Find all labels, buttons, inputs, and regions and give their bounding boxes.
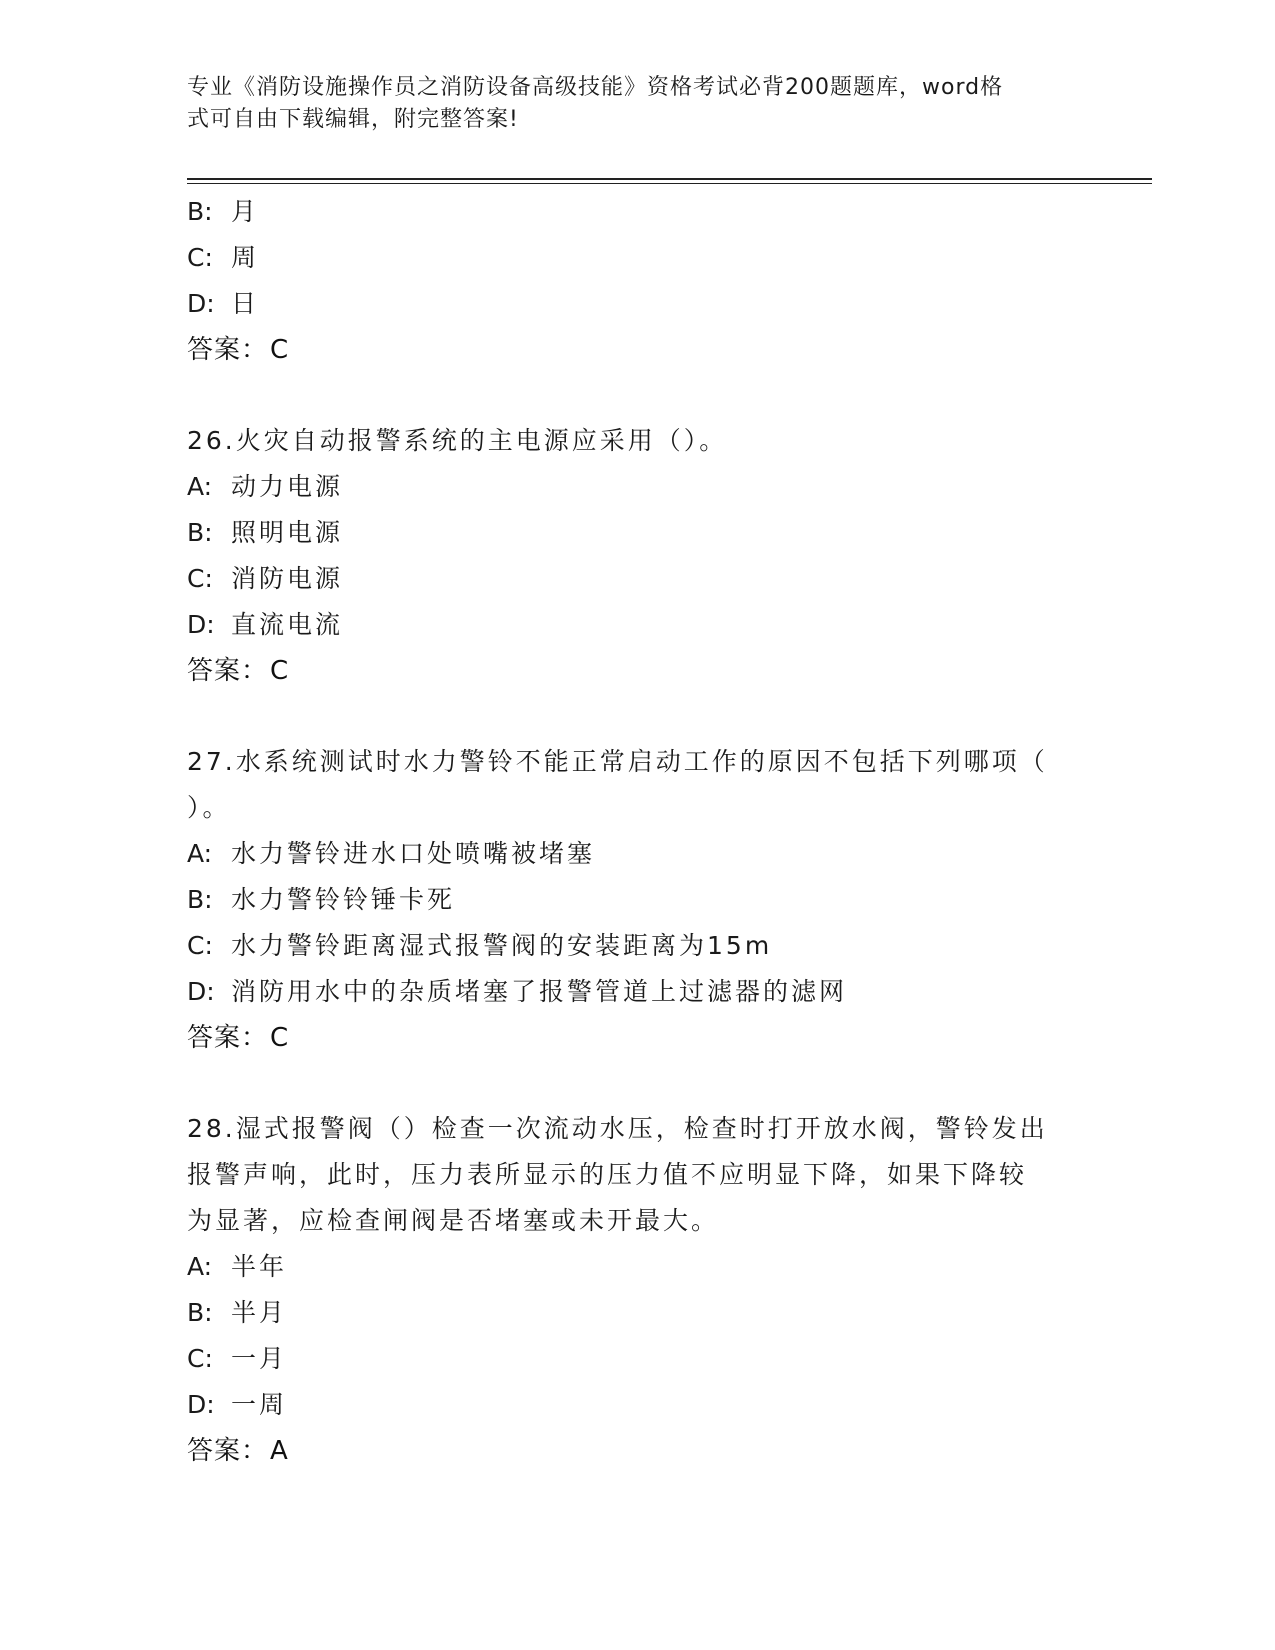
- option-row: [187, 602, 1087, 648]
- option-label: D:: [187, 289, 215, 318]
- question-stem-line: 27.水系统测试时水力警铃不能正常启动工作的原因不包括下列哪项（: [187, 747, 1048, 776]
- option-label: C:: [187, 564, 213, 593]
- spacer: [187, 694, 1087, 739]
- option-label: B:: [187, 197, 213, 226]
- header-divider-thin: [187, 183, 1152, 184]
- option-label: D:: [187, 1390, 215, 1419]
- question-stem: [187, 418, 1067, 464]
- option-row: [187, 189, 1087, 235]
- option-text: 月: [231, 197, 260, 226]
- option-row: [187, 923, 1087, 969]
- answer-row: [187, 1428, 1087, 1474]
- option-label: B:: [187, 1298, 213, 1327]
- option-label: A:: [187, 839, 213, 868]
- question-stem: [187, 739, 1067, 831]
- option-text: 一月: [231, 1344, 288, 1373]
- option-label: C:: [187, 931, 213, 960]
- option-text: 消防用水中的杂质堵塞了报警管道上过滤器的滤网: [231, 977, 848, 1006]
- option-text: 照明电源: [231, 518, 344, 547]
- answer-label: 答案：: [187, 1023, 269, 1053]
- option-label: D:: [187, 977, 215, 1006]
- option-text: 水力警铃距离湿式报警阀的安装距离为15m: [231, 931, 773, 960]
- option-text: 半月: [231, 1298, 288, 1327]
- option-label: A:: [187, 1252, 213, 1281]
- option-text: 水力警铃铃锤卡死: [231, 885, 456, 914]
- question-stem-line: 报警声响，此时，压力表所显示的压力值不应明显下降，如果下降较: [187, 1160, 1028, 1189]
- option-label: D:: [187, 610, 215, 639]
- question-stem-line: ）。: [187, 793, 231, 822]
- option-text: 水力警铃进水口处喷嘴被堵塞: [231, 839, 596, 868]
- question-block-26: [187, 418, 1087, 694]
- answer-value: C: [270, 656, 290, 686]
- answer-value: C: [270, 1023, 290, 1053]
- option-label: A:: [187, 472, 213, 501]
- header-line-2: 式可自由下载编辑，附完整答案!: [187, 107, 519, 132]
- option-label: B:: [187, 885, 213, 914]
- option-text: 动力电源: [231, 472, 344, 501]
- option-row: [187, 281, 1087, 327]
- carryover-block: [187, 189, 1087, 373]
- question-block-28: [187, 1106, 1087, 1474]
- question-list: [187, 189, 1087, 1474]
- option-row: [187, 510, 1087, 556]
- question-stem: [187, 1106, 1067, 1244]
- option-row: [187, 464, 1087, 510]
- question-stem-line: 为显著，应检查闸阀是否堵塞或未开最大。: [187, 1206, 720, 1235]
- option-label: C:: [187, 1344, 213, 1373]
- spacer: [187, 373, 1087, 418]
- header-divider-thick: [187, 178, 1152, 180]
- option-text: 一周: [231, 1390, 288, 1419]
- question-stem-line: 28.湿式报警阀（）检查一次流动水压，检查时打开放水阀，警铃发出: [187, 1114, 1048, 1143]
- option-row: [187, 1382, 1087, 1428]
- option-text: 消防电源: [231, 564, 344, 593]
- document-header: [187, 72, 1067, 136]
- answer-value: C: [270, 335, 290, 365]
- header-line-1: 专业《消防设施操作员之消防设备高级技能》资格考试必背200题题库，word格: [187, 75, 1004, 100]
- option-row: [187, 877, 1087, 923]
- option-label: C:: [187, 243, 213, 272]
- answer-row: [187, 1015, 1087, 1061]
- answer-label: 答案：: [187, 1436, 269, 1466]
- option-label: B:: [187, 518, 213, 547]
- option-text: 直流电流: [231, 610, 344, 639]
- answer-row: [187, 327, 1087, 373]
- option-text: 周: [231, 243, 260, 272]
- option-row: [187, 969, 1087, 1015]
- answer-label: 答案：: [187, 335, 269, 365]
- option-row: [187, 1336, 1087, 1382]
- option-row: [187, 1290, 1087, 1336]
- option-text: 半年: [231, 1252, 288, 1281]
- answer-value: A: [270, 1436, 289, 1466]
- spacer: [187, 1061, 1087, 1106]
- question-stem-line: 26.火灾自动报警系统的主电源应采用（）。: [187, 426, 728, 455]
- option-row: [187, 1244, 1087, 1290]
- option-row: [187, 556, 1087, 602]
- option-row: [187, 831, 1087, 877]
- answer-label: 答案：: [187, 656, 269, 686]
- question-block-27: [187, 739, 1087, 1061]
- option-text: 日: [231, 289, 260, 318]
- answer-row: [187, 648, 1087, 694]
- option-row: [187, 235, 1087, 281]
